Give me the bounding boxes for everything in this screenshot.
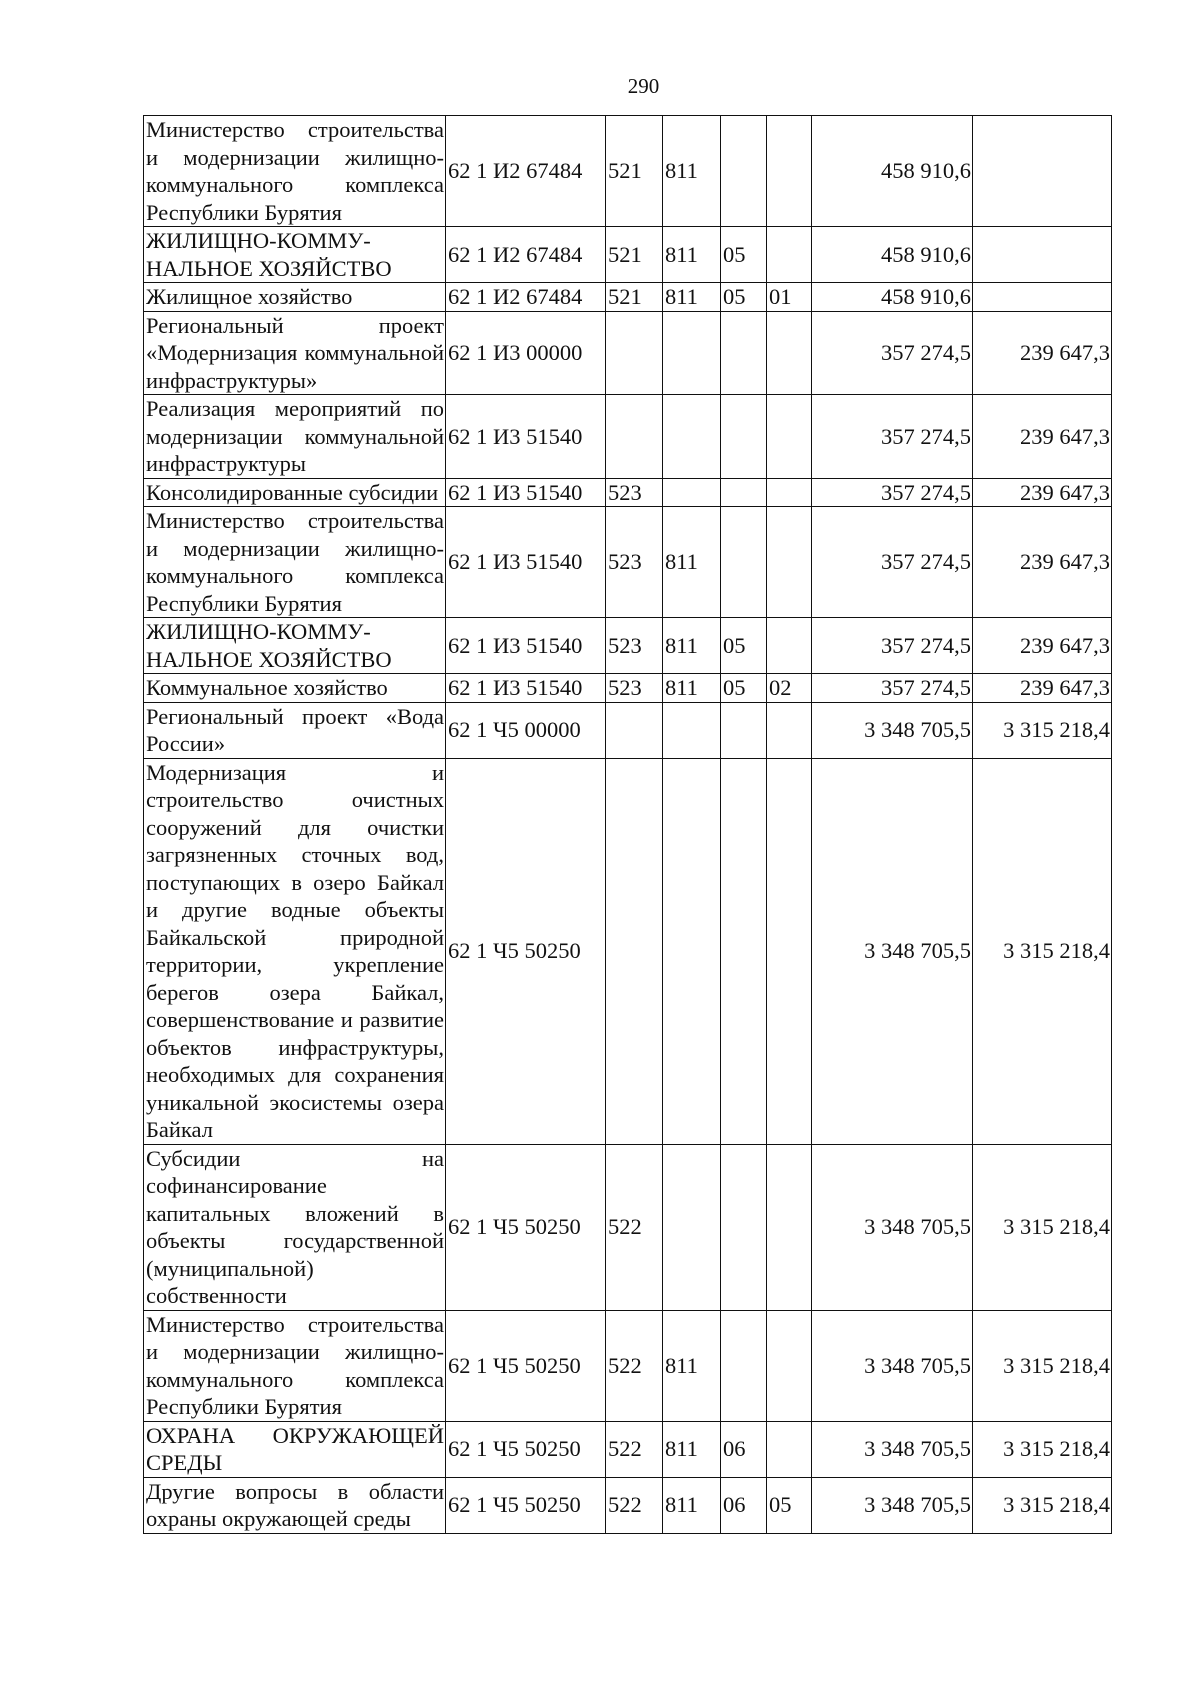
target-code: 62 1 Ч5 50250: [446, 1144, 606, 1310]
expense-type: 522: [606, 1144, 663, 1310]
target-code: 62 1 И3 51540: [446, 395, 606, 479]
administrator-code: 811: [663, 674, 721, 703]
amount-year-1: 458 910,6: [812, 116, 973, 227]
amount-year-1: 357 274,5: [812, 674, 973, 703]
table-row: [144, 1477, 1112, 1533]
row-name: Другие вопросы в области охраны окружающей среды: [144, 1477, 446, 1533]
section-code: 05: [721, 283, 767, 312]
amount-year-2: 239 647,3: [973, 618, 1112, 674]
row-name: Министерство строительства и модернизации жилищно-коммунального комплекса Республики Бурятия: [144, 507, 446, 618]
table-row: [144, 227, 1112, 283]
amount-year-2: 239 647,3: [973, 507, 1112, 618]
amount-year-1: 458 910,6: [812, 283, 973, 312]
section-code: [721, 311, 767, 395]
target-code: 62 1 Ч5 50250: [446, 1477, 606, 1533]
expense-type: 523: [606, 674, 663, 703]
subsection-code: 01: [767, 283, 812, 312]
amount-year-2: 239 647,3: [973, 395, 1112, 479]
section-code: [721, 1310, 767, 1421]
table-row: [144, 758, 1112, 1144]
expense-type: 522: [606, 1477, 663, 1533]
administrator-code: 811: [663, 1477, 721, 1533]
subsection-code: [767, 227, 812, 283]
amount-year-2: 239 647,3: [973, 478, 1112, 507]
table-row: [144, 395, 1112, 479]
expense-type: 521: [606, 116, 663, 227]
expense-type: 522: [606, 1310, 663, 1421]
row-name: Субсидии на софинансирование капитальных вложений в объекты государственной (муниципальной) собственности: [144, 1144, 446, 1310]
expense-type: 523: [606, 618, 663, 674]
table-row: [144, 311, 1112, 395]
subsection-code: [767, 758, 812, 1144]
target-code: 62 1 И3 51540: [446, 507, 606, 618]
administrator-code: 811: [663, 507, 721, 618]
row-name: Министерство строительства и модернизации жилищно-коммунального комплекса Республики Бурятия: [144, 1310, 446, 1421]
budget-table: [143, 115, 1112, 1534]
table-row: [144, 618, 1112, 674]
section-code: 05: [721, 674, 767, 703]
target-code: 62 1 И2 67484: [446, 116, 606, 227]
subsection-code: [767, 702, 812, 758]
subsection-code: [767, 116, 812, 227]
amount-year-1: 3 348 705,5: [812, 1421, 973, 1477]
subsection-code: [767, 478, 812, 507]
administrator-code: 811: [663, 227, 721, 283]
target-code: 62 1 И3 00000: [446, 311, 606, 395]
target-code: 62 1 Ч5 50250: [446, 1421, 606, 1477]
amount-year-1: 3 348 705,5: [812, 1477, 973, 1533]
section-code: [721, 395, 767, 479]
section-code: [721, 702, 767, 758]
amount-year-2: 3 315 218,4: [973, 1421, 1112, 1477]
section-code: [721, 116, 767, 227]
amount-year-2: 3 315 218,4: [973, 702, 1112, 758]
table-row: [144, 507, 1112, 618]
row-name: Министерство строительства и модернизации жилищно-коммунального комплекса Республики Бурятия: [144, 116, 446, 227]
subsection-code: [767, 618, 812, 674]
amount-year-1: 3 348 705,5: [812, 702, 973, 758]
row-name: ЖИЛИЩНО-КОММУ- НАЛЬНОЕ ХОЗЯЙСТВО: [144, 227, 446, 283]
expense-type: 521: [606, 227, 663, 283]
subsection-code: 05: [767, 1477, 812, 1533]
expense-type: 521: [606, 283, 663, 312]
section-code: [721, 1144, 767, 1310]
subsection-code: [767, 1144, 812, 1310]
row-name: Региональный проект «Вода России»: [144, 702, 446, 758]
page-number: 290: [627, 74, 660, 98]
subsection-code: [767, 1310, 812, 1421]
amount-year-1: 3 348 705,5: [812, 1144, 973, 1310]
amount-year-2: 3 315 218,4: [973, 1477, 1112, 1533]
section-code: 06: [721, 1477, 767, 1533]
table-row: [144, 702, 1112, 758]
row-name: Региональный проект «Модернизация коммунальной инфраструктуры»: [144, 311, 446, 395]
amount-year-2: 3 315 218,4: [973, 758, 1112, 1144]
row-name: ОХРАНА ОКРУЖАЮЩЕЙ СРЕДЫ: [144, 1421, 446, 1477]
administrator-code: 811: [663, 283, 721, 312]
subsection-code: [767, 395, 812, 479]
amount-year-2: [973, 116, 1112, 227]
target-code: 62 1 И3 51540: [446, 478, 606, 507]
administrator-code: [663, 702, 721, 758]
amount-year-2: 239 647,3: [973, 674, 1112, 703]
amount-year-1: 357 274,5: [812, 618, 973, 674]
expense-type: 523: [606, 507, 663, 618]
subsection-code: [767, 311, 812, 395]
row-name: Консолидированные субсидии: [144, 478, 446, 507]
amount-year-2: [973, 227, 1112, 283]
amount-year-2: 3 315 218,4: [973, 1144, 1112, 1310]
amount-year-2: [973, 283, 1112, 312]
section-code: [721, 507, 767, 618]
row-name: Модернизация и строительство очистных сооружений для очистки загрязненных сточных вод, поступающих в озеро Байкал и другие водные объекты Байкальской природной территории, укрепление берегов озера Байкал, совершенствование и развитие объектов инфраструктуры, необходимых для сохранения уникальной экосистемы озера Байкал: [144, 758, 446, 1144]
administrator-code: [663, 311, 721, 395]
amount-year-1: 357 274,5: [812, 478, 973, 507]
expense-type: [606, 311, 663, 395]
expense-type: [606, 758, 663, 1144]
row-name: Коммунальное хозяйство: [144, 674, 446, 703]
amount-year-1: 3 348 705,5: [812, 1310, 973, 1421]
row-name: Жилищное хозяйство: [144, 283, 446, 312]
row-name: ЖИЛИЩНО-КОММУ- НАЛЬНОЕ ХОЗЯЙСТВО: [144, 618, 446, 674]
row-name: Реализация мероприятий по модернизации коммунальной инфраструктуры: [144, 395, 446, 479]
table-row: [144, 478, 1112, 507]
expense-type: [606, 395, 663, 479]
amount-year-1: 458 910,6: [812, 227, 973, 283]
target-code: 62 1 И3 51540: [446, 618, 606, 674]
amount-year-2: 239 647,3: [973, 311, 1112, 395]
table-row: [144, 674, 1112, 703]
table-row: [144, 1144, 1112, 1310]
target-code: 62 1 Ч5 50250: [446, 758, 606, 1144]
table-row: [144, 1421, 1112, 1477]
administrator-code: [663, 395, 721, 479]
target-code: 62 1 Ч5 50250: [446, 1310, 606, 1421]
target-code: 62 1 Ч5 00000: [446, 702, 606, 758]
target-code: 62 1 И2 67484: [446, 283, 606, 312]
expense-type: 523: [606, 478, 663, 507]
amount-year-2: 3 315 218,4: [973, 1310, 1112, 1421]
subsection-code: 02: [767, 674, 812, 703]
administrator-code: [663, 478, 721, 507]
administrator-code: 811: [663, 1310, 721, 1421]
subsection-code: [767, 1421, 812, 1477]
expense-type: 522: [606, 1421, 663, 1477]
section-code: 05: [721, 227, 767, 283]
amount-year-1: 357 274,5: [812, 395, 973, 479]
amount-year-1: 3 348 705,5: [812, 758, 973, 1144]
section-code: [721, 758, 767, 1144]
section-code: [721, 478, 767, 507]
expense-type: [606, 702, 663, 758]
section-code: 06: [721, 1421, 767, 1477]
administrator-code: 811: [663, 1421, 721, 1477]
amount-year-1: 357 274,5: [812, 311, 973, 395]
table-row: [144, 1310, 1112, 1421]
table-row: [144, 283, 1112, 312]
administrator-code: [663, 1144, 721, 1310]
target-code: 62 1 И2 67484: [446, 227, 606, 283]
administrator-code: 811: [663, 116, 721, 227]
amount-year-1: 357 274,5: [812, 507, 973, 618]
administrator-code: 811: [663, 618, 721, 674]
section-code: 05: [721, 618, 767, 674]
administrator-code: [663, 758, 721, 1144]
table-row: [144, 116, 1112, 227]
target-code: 62 1 И3 51540: [446, 674, 606, 703]
subsection-code: [767, 507, 812, 618]
